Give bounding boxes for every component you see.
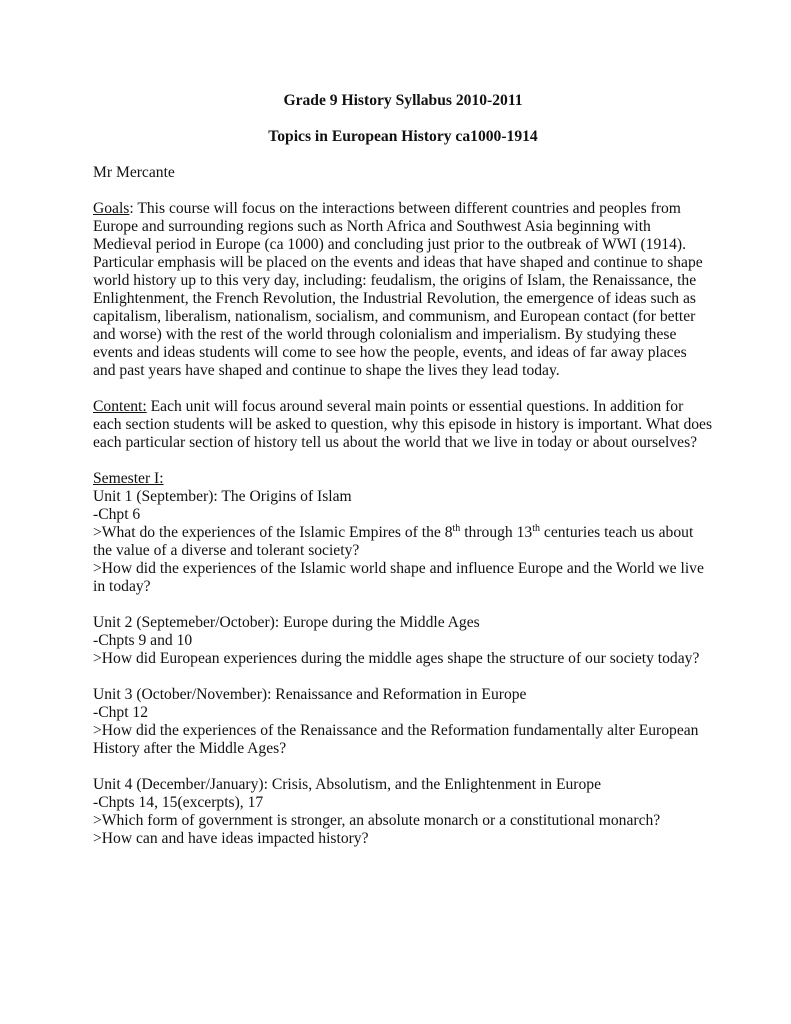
unit-3-question-1: >How did the experiences of the Renaissance and the Reformation fundamentally alter European History after the Middle Ages? xyxy=(93,722,699,757)
unit-1-title: Unit 1 (September): The Origins of Islam xyxy=(93,488,352,505)
unit-4-title: Unit 4 (December/January): Crisis, Absolutism, and the Enlightenment in Europe xyxy=(93,776,601,793)
page-subtitle: Topics in European History ca1000-1914 xyxy=(268,128,538,145)
unit-1-question-1: >What do the experiences of the Islamic Empires of the 8th through 13th centuries teach us about the value of a diverse and tolerant society? xyxy=(93,523,694,559)
unit-3-title: Unit 3 (October/November): Renaissance and Reformation in Europe xyxy=(93,686,527,703)
goals-paragraph xyxy=(93,200,713,380)
syllabus-page xyxy=(93,92,713,848)
semester-section xyxy=(93,470,713,596)
content-label: Content: xyxy=(93,398,147,415)
unit-2-chapters: -Chpts 9 and 10 xyxy=(93,632,193,649)
unit-4-question-1: >Which form of government is stronger, an absolute monarch or a constitutional monarch? xyxy=(93,812,661,829)
page-title: Grade 9 History Syllabus 2010-2011 xyxy=(283,92,523,109)
unit-3-section xyxy=(93,686,713,758)
teacher-name: Mr Mercante xyxy=(93,164,175,181)
unit-2-title: Unit 2 (Septemeber/October): Europe during the Middle Ages xyxy=(93,614,480,631)
goals-text: : This course will focus on the interactions between different countries and peoples from Europe and surrounding regions such as North Africa and Southwest Asia beginning with Medieval period in Europe (ca 1000) and concluding just prior to the outbreak of WWI (1914). Particular emphasis will be placed on the events and ideas that have shaped and continue to shape world history up to this very day, including: feudalism, the origins of Islam, the Renaissance, the Enlightenment, the French Revolution, the Industrial Revolution, the emergence of ideas such as capitalism, liberalism, nationalism, socialism, and communism, and European contact (for better and worse) with the rest of the world through colonialism and imperialism. By studying these events and ideas students will come to see how the people, events, and ideas of far away places and past years have shaped and continue to shape the lives they lead today. xyxy=(93,200,703,379)
content-text: Each unit will focus around several main points or essential questions. In addition for each section students will be asked to question, why this episode in history is important. What does each particular section of history tell us about the world that we live in today or about ourselves? xyxy=(93,398,713,451)
unit-1-question-2: >How did the experiences of the Islamic world shape and influence Europe and the World we live in today? xyxy=(93,560,704,595)
unit-4-question-2: >How can and have ideas impacted history? xyxy=(93,830,369,847)
semester-label: Semester I: xyxy=(93,470,164,487)
unit-4-chapters: -Chpts 14, 15(excerpts), 17 xyxy=(93,794,264,811)
content-paragraph xyxy=(93,398,713,452)
unit-1-chapters: -Chpt 6 xyxy=(93,506,141,523)
unit-3-chapters: -Chpt 12 xyxy=(93,704,149,721)
unit-2-question-1: >How did European experiences during the middle ages shape the structure of our society today? xyxy=(93,650,700,667)
goals-label: Goals xyxy=(93,200,130,217)
unit-4-section xyxy=(93,776,713,848)
unit-2-section xyxy=(93,614,713,668)
